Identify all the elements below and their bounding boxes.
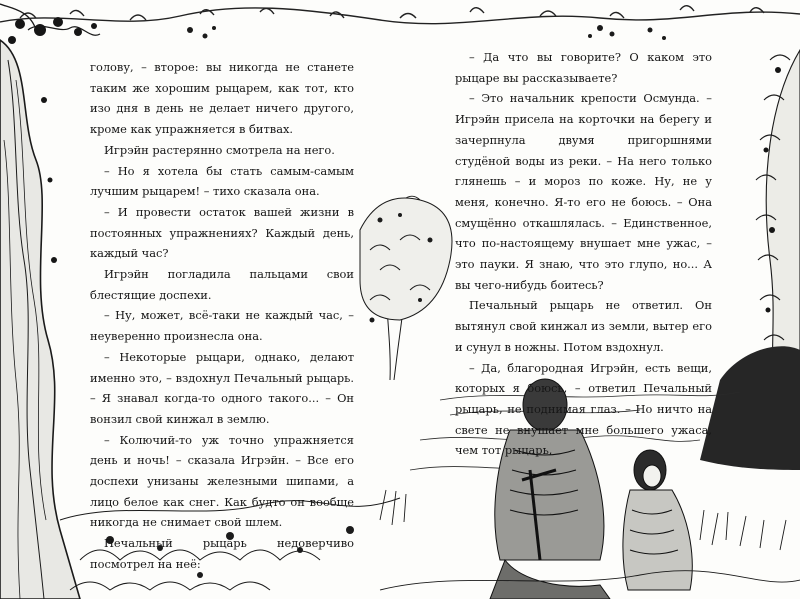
paragraph: – Это начальник крепости Осмунда. – Игрэйн присела на корточки на берегу и зачерпнула двумя пригоршнями студёной воды из реки. – На него только глянешь – и мороз по коже. Ну, не у меня, конечно. Я-то его не боюсь. – Она смущённо откашлялась. – Единственное, что по-настоящему внушает мне ужас, – это пауки. Я знаю, что это глупо, но... А вы чего-нибудь боитесь? bbox=[455, 91, 712, 292]
paragraph: Игрэйн погладила пальцами свои блестящие доспехи. bbox=[90, 267, 354, 302]
igraine-figure bbox=[623, 450, 692, 590]
paragraph: – Ну, может, всё-таки не каждый час, – неуверенно произнесла она. bbox=[90, 308, 354, 344]
paragraph: – И провести остаток вашей жизни в постоянных упражнениях? Каждый день, каждый час? bbox=[90, 204, 354, 261]
paragraph: Печальный рыцарь не ответил. Он вытянул свой кинжал из земли, вытер его и сунул в ножны. Потом вздохнул. bbox=[455, 298, 712, 354]
middle-tree bbox=[360, 196, 452, 380]
paragraph: Игрэйн растерянно смотрела на него. bbox=[104, 142, 335, 157]
left-page-text bbox=[90, 57, 354, 575]
paragraph: – Да что вы говорите? О каком это рыцаре вы рассказываете? bbox=[455, 50, 712, 85]
top-vine-border bbox=[0, 6, 800, 24]
paragraph: – Но я хотела бы стать самым-самым лучшим рыцарем! – тихо сказала она. bbox=[90, 163, 354, 199]
right-page-text bbox=[455, 47, 712, 461]
paragraph: – Некоторые рыцари, однако, делают именно это, – вздохнул Печальный рыцарь. – Я знавал когда-то одного такого... – Он вонзил свой кинжал в землю. bbox=[90, 349, 354, 426]
left-tree bbox=[0, 4, 100, 599]
paragraph: – Колючий-то уж точно упражняется день и ночь! – сказала Игрэйн. – Все его доспехи унизаны железными шипами, а лицо белое как снег. Как будто он вообще никогда не снимает свой шлем. bbox=[90, 432, 354, 530]
dark-cave-shadow bbox=[700, 346, 800, 470]
paragraph: – Да, благородная Игрэйн, есть вещи, которых я боюсь, – ответил Печальный рыцарь, не поднимая глаз. – Но ничто на свете не внушает мне большего ужаса, чем тот рыцарь, bbox=[455, 360, 712, 458]
paragraph: голову, – второе: вы никогда не станете таким же хорошим рыцарем, как тот, кто изо дня в день не делает ничего другого, кроме как упражняется в битвах. bbox=[90, 60, 354, 137]
paragraph: Печальный рыцарь недоверчиво посмотрел на неё: bbox=[90, 536, 354, 571]
